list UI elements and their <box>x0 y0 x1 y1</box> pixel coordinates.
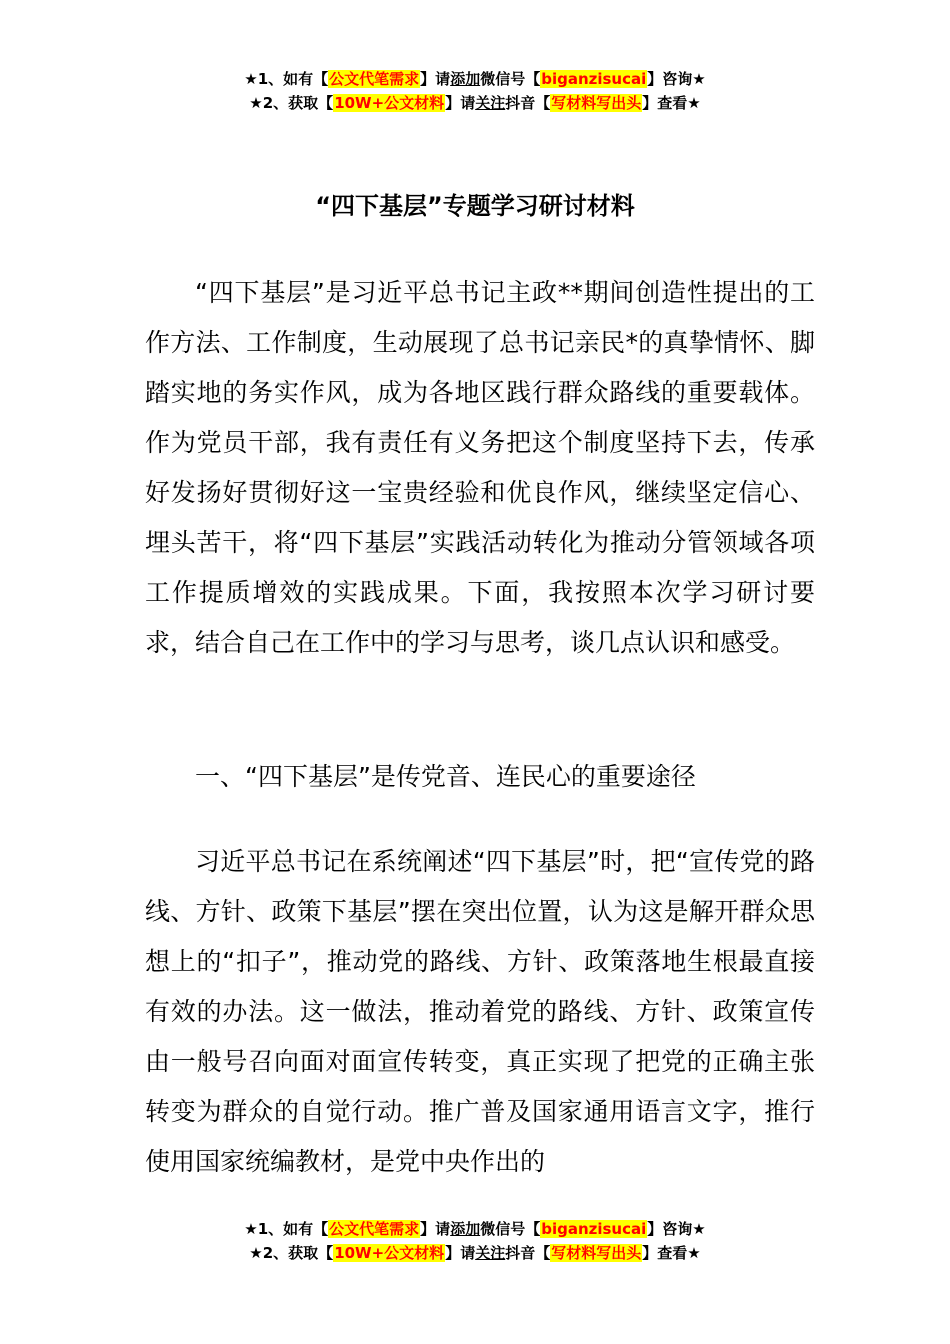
intro-paragraph <box>145 268 815 668</box>
section-heading <box>145 752 815 802</box>
underline-text: 添加 <box>450 1220 481 1238</box>
banner-text: ★1、如有【 <box>244 1220 329 1238</box>
section-paragraph <box>145 837 815 1187</box>
banner-text: ★1、如有【 <box>244 70 329 88</box>
section-heading-text: 一、“四下基层”是传党音、连民心的重要途径 <box>195 762 696 791</box>
banner-text: 】查看★ <box>642 1244 701 1262</box>
banner-text: 微信号【 <box>480 1220 541 1238</box>
banner-text: 抖音【 <box>505 94 551 112</box>
highlight-text: 公文代笔需求 <box>329 70 420 88</box>
highlight-text: 10W+公文材料 <box>334 1244 445 1262</box>
banner-text: 】咨询★ <box>647 1220 706 1238</box>
highlight-text: 写材料写出头 <box>551 1244 642 1262</box>
footer-banner <box>0 1217 950 1265</box>
banner-text: 】请 <box>420 1220 451 1238</box>
banner-text: 抖音【 <box>505 1244 551 1262</box>
banner-text: ★2、获取【 <box>249 94 334 112</box>
highlight-text: 公文代笔需求 <box>329 1220 420 1238</box>
banner-text: 】请 <box>420 70 451 88</box>
banner-text: 微信号【 <box>480 70 541 88</box>
underline-text: 关注 <box>475 1244 506 1262</box>
underline-text: 添加 <box>450 70 481 88</box>
banner-line-1 <box>0 67 950 91</box>
underline-text: 关注 <box>475 94 506 112</box>
banner-line-2 <box>0 1241 950 1265</box>
banner-text: 】咨询★ <box>647 70 706 88</box>
banner-line-1 <box>0 1217 950 1241</box>
banner-text: 】查看★ <box>642 94 701 112</box>
document-title: “四下基层”专题学习研讨材料 <box>315 192 635 220</box>
banner-text: 】请 <box>445 94 476 112</box>
highlight-text: biganzisucai <box>541 70 647 88</box>
highlight-text: 10W+公文材料 <box>334 94 445 112</box>
paragraph-text: 习近平总书记在系统阐述“四下基层”时，把“宣传党的路线、方针、政策下基层”摆在突出位置，认为这是解开群众思想上的“扣子”，推动党的路线、方针、政策落地生根最直接有效的办法。这一做法，推动着党的路线、方针、政策宣传由一般号召向面对面宣传转变，真正实现了把党的正确主张转变为群众的自觉行动。推广普及国家通用语言文字，推行使用国家统编教材，是党中央作出的 <box>145 847 815 1176</box>
paragraph-text: “四下基层”是习近平总书记主政**期间创造性提出的工作方法、工作制度，生动展现了总书记亲民*的真挚情怀、脚踏实地的务实作风，成为各地区践行群众路线的重要载体。作为党员干部，我有责任有义务把这个制度坚持下去，传承好发扬好贯彻好这一宝贵经验和优良作风，继续坚定信心、埋头苦干，将“四下基层”实践活动转化为推动分管领域各项工作提质增效的实践成果。下面，我按照本次学习研讨要求，结合自己在工作中的学习与思考，谈几点认识和感受。 <box>145 278 815 657</box>
banner-text: 】请 <box>445 1244 476 1262</box>
highlight-text: 写材料写出头 <box>551 94 642 112</box>
banner-text: ★2、获取【 <box>249 1244 334 1262</box>
highlight-text: biganzisucai <box>541 1220 647 1238</box>
header-banner <box>0 67 950 115</box>
banner-line-2 <box>0 91 950 115</box>
